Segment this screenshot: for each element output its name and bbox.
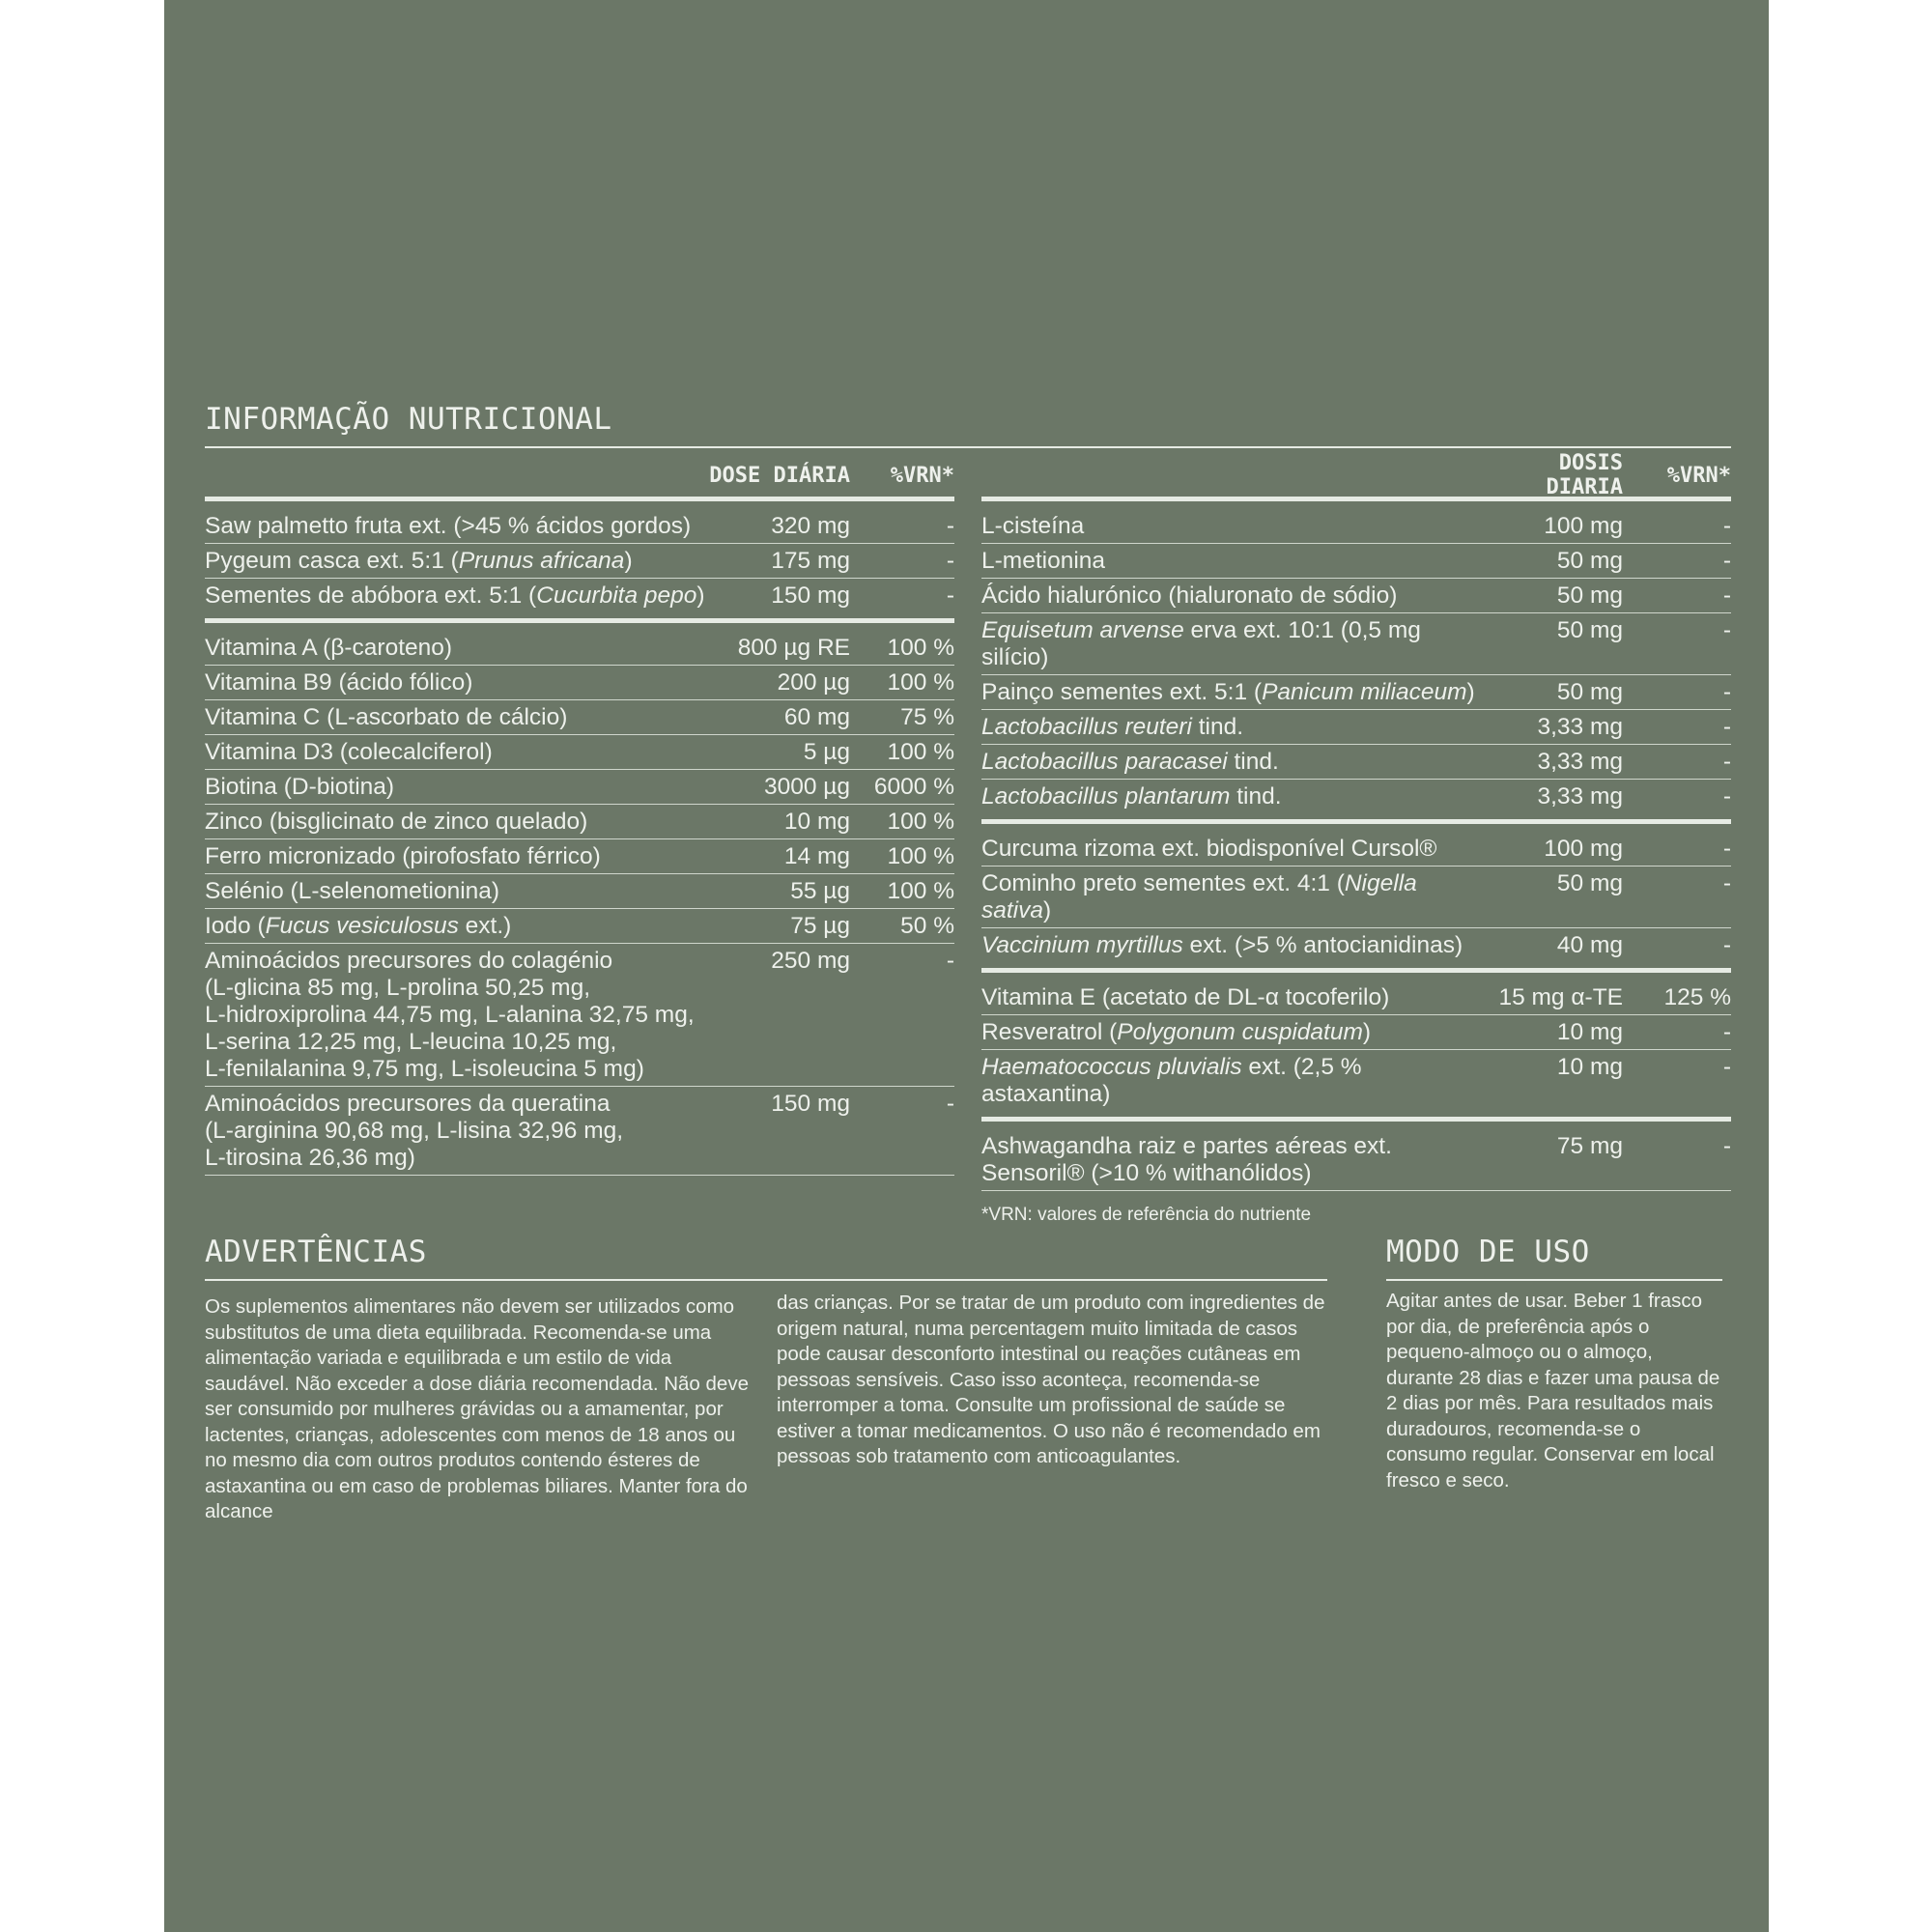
nutrient-amount: 250 mg [771, 948, 850, 974]
nutrient-name: Haematococcus pluvialis ext. (2,5 % astaxantina) [981, 1054, 1362, 1107]
nutrient-vrn: 50 % [900, 913, 954, 939]
nutrient-name: Vaccinium myrtillus ext. (>5 % antocianidinas) [981, 932, 1463, 958]
nutrient-vrn: - [1722, 932, 1731, 958]
nutrient-vrn: - [1722, 714, 1731, 740]
nutrient-amount: 75 mg [1556, 1133, 1623, 1159]
nutrient-name: Vitamina A (β-caroteno) [205, 635, 453, 661]
nutrient-name: Lactobacillus plantarum tind. [981, 783, 1282, 810]
nutrition-table-left [205, 454, 954, 1226]
table-row [981, 613, 1731, 675]
nutrient-vrn: - [1722, 783, 1731, 810]
nutrient-name: L-metionina [981, 548, 1106, 574]
nutrient-name: Saw palmetto fruta ext. (>45 % ácidos gordos) [205, 513, 692, 539]
nutrient-amount: 800 µg RE [737, 635, 850, 661]
table-row [981, 675, 1731, 710]
nutrient-amount: 3000 µg [763, 774, 850, 800]
nutrient-name: Zinco (bisglicinato de zinco quelado) [205, 809, 588, 835]
nutrient-vrn: - [946, 1091, 954, 1117]
nutrient-group [981, 1122, 1731, 1197]
table-row [205, 700, 954, 735]
table-row [981, 509, 1731, 544]
nutrient-vrn: - [946, 948, 954, 974]
nutrient-vrn: 6000 % [873, 774, 954, 800]
table-row [981, 710, 1731, 745]
nutrient-vrn: - [1722, 548, 1731, 574]
usage-text: Agitar antes de usar. Beber 1 frasco por dia, de preferência após o pequeno-almoço ou o almoço, durante 28 dias e fazer uma pausa de 2 dias por mês. Para resultados mais duradouros, recomenda-se o consumo regular. Conservar em local fresco e seco. [1386, 1290, 1720, 1492]
nutrient-name: Aminoácidos precursores da queratina (L-arginina 90,68 mg, L-lisina 32,96 mg, L-tirosina 26,36 mg) [205, 1091, 624, 1171]
vrn-footnote: *VRN: valores de referência do nutriente [981, 1205, 1312, 1225]
nutrient-amount: 50 mg [1556, 582, 1623, 609]
table-row [981, 1050, 1731, 1111]
nutrition-section [205, 402, 1731, 1226]
nutrient-vrn: - [1722, 679, 1731, 705]
table-row [981, 1129, 1731, 1191]
nutrient-name: Iodo (Fucus vesiculosus ext.) [205, 913, 512, 939]
table-row [205, 770, 954, 805]
nutrient-amount: 150 mg [771, 1091, 850, 1117]
nutrient-name: Equisetum arvense erva ext. 10:1 (0,5 mg silício) [981, 617, 1421, 670]
table-row [981, 980, 1731, 1015]
table-row [205, 874, 954, 909]
nutrient-vrn: - [946, 582, 954, 609]
table-row [981, 928, 1731, 962]
nutrient-amount: 50 mg [1556, 548, 1623, 574]
nutrient-vrn: - [1722, 749, 1731, 775]
nutrient-name: Vitamina E (acetato de DL-α tocoferilo) [981, 984, 1390, 1010]
nutrition-columns [205, 451, 1731, 1226]
nutrient-amount: 50 mg [1556, 870, 1623, 896]
nutrient-name: Curcuma rizoma ext. biodisponível Cursol® [981, 836, 1437, 862]
nutrient-vrn: 75 % [900, 704, 954, 730]
nutrient-name: Sementes de abóbora ext. 5:1 (Cucurbita pepo) [205, 582, 705, 609]
nutrient-name: Ácido hialurónico (hialuronato de sódio) [981, 582, 1398, 609]
nutrition-title: INFORMAÇÃO NUTRICIONAL [205, 402, 612, 437]
nutrient-name: Lactobacillus reuteri tind. [981, 714, 1244, 740]
nutrient-amount: 100 mg [1544, 513, 1623, 539]
nutrient-group [981, 824, 1731, 968]
nutrient-vrn: - [1722, 870, 1731, 896]
nutrient-amount: 10 mg [783, 809, 850, 835]
nutrient-amount: 50 mg [1556, 679, 1623, 705]
warnings-text-2: das crianças. Por se tratar de um produto com ingredientes de origem natural, numa percentagem muito limitada de casos pode causar desconforto intestinal ou reações cutâneas em pessoas sensíveis. Caso isso aconteça, recomenda-se interromper a toma. Consulte um profissional de saúde se estiver a tomar medicamentos. O uso não é recomendado em pessoas sob tratamento com anticoagulantes. [777, 1292, 1325, 1467]
nutrient-vrn: - [1722, 1054, 1731, 1080]
nutrition-table-right [981, 451, 1731, 1226]
nutrient-amount: 10 mg [1556, 1054, 1623, 1080]
nutrient-amount: 50 mg [1556, 617, 1623, 643]
nutrient-amount: 10 mg [1556, 1019, 1623, 1045]
table-row [205, 1087, 954, 1176]
nutrient-name: Pygeum casca ext. 5:1 (Prunus africana) [205, 548, 633, 574]
nutrient-amount: 5 µg [803, 739, 850, 765]
nutrient-name: Cominho preto sementes ext. 4:1 (Nigella sativa) [981, 870, 1417, 923]
nutrient-name: Vitamina D3 (colecalciferol) [205, 739, 493, 765]
title-rule [205, 446, 1731, 448]
header-dose: DOSE DIÁRIA [709, 463, 850, 488]
nutrient-name: L-cisteína [981, 513, 1085, 539]
nutrient-amount: 100 mg [1544, 836, 1623, 862]
nutrient-vrn: - [1722, 582, 1731, 609]
nutrient-vrn: - [1722, 513, 1731, 539]
table-row [205, 544, 954, 579]
nutrient-vrn: 100 % [887, 739, 954, 765]
nutrient-name: Selénio (L-selenometionina) [205, 878, 500, 904]
table-row [205, 909, 954, 944]
table-row [981, 544, 1731, 579]
nutrient-amount: 3,33 mg [1537, 714, 1623, 740]
warnings-section [205, 1235, 1327, 1525]
table-row [981, 745, 1731, 780]
nutrient-group [981, 973, 1731, 1117]
table-row [205, 944, 954, 1087]
header-vrn: %VRN* [1666, 463, 1731, 488]
table-row [205, 839, 954, 874]
nutrient-vrn: - [946, 513, 954, 539]
nutrient-amount: 15 mg α-TE [1498, 984, 1623, 1010]
nutrient-group [205, 623, 954, 1181]
nutrient-amount: 3,33 mg [1537, 749, 1623, 775]
usage-section [1386, 1235, 1722, 1493]
nutrient-name: Ashwagandha raiz e partes aéreas ext. Sensoril® (>10 % withanólidos) [981, 1133, 1392, 1186]
table-row [981, 1015, 1731, 1050]
nutrient-vrn: - [1722, 836, 1731, 862]
table-header-right [981, 451, 1731, 499]
warnings-text-1: Os suplementos alimentares não devem ser utilizados como substitutos de uma dieta equilibrada. Recomenda-se uma alimentação variada e equilibrada e um estilo de vida saudável. Não exceder a dose diária recomendada. Não deve ser consumido por mulheres grávidas ou a amamentar, por lactentes, crianças, adolescentes com menos de 18 anos ou no mesmo dia com outros produtos contendo ésteres de astaxantina ou em caso de problemas biliares. Manter fora do alcance [205, 1295, 749, 1522]
nutrient-amount: 3,33 mg [1537, 783, 1623, 810]
nutrient-amount: 200 µg [777, 669, 850, 696]
nutrient-name: Vitamina C (L-ascorbato de cálcio) [205, 704, 568, 730]
nutrient-vrn: 125 % [1663, 984, 1731, 1010]
table-row [205, 735, 954, 770]
table-row [981, 579, 1731, 613]
warnings-columns [205, 1293, 1327, 1525]
nutrient-vrn: - [1722, 1133, 1731, 1159]
nutrient-amount: 150 mg [771, 582, 850, 609]
warnings-title: ADVERTÊNCIAS [205, 1235, 427, 1269]
warnings-rule [205, 1279, 1327, 1281]
nutrient-amount: 320 mg [771, 513, 850, 539]
table-row [981, 832, 1731, 867]
nutrient-group [205, 501, 954, 618]
nutrient-amount: 55 µg [790, 878, 850, 904]
nutrient-name: Biotina (D-biotina) [205, 774, 395, 800]
nutrient-name: Painço sementes ext. 5:1 (Panicum miliaceum) [981, 679, 1475, 705]
header-dose: DOSIS DIARIA [1546, 451, 1623, 499]
nutrient-vrn: 100 % [887, 669, 954, 696]
nutrient-vrn: 100 % [887, 878, 954, 904]
table-row [205, 631, 954, 666]
header-vrn: %VRN* [890, 463, 954, 488]
nutrient-name: Ferro micronizado (pirofosfato férrico) [205, 843, 601, 869]
table-header-left [205, 454, 954, 497]
nutrient-vrn: - [946, 548, 954, 574]
usage-title: MODO DE USO [1386, 1235, 1590, 1269]
label-panel [164, 0, 1769, 1932]
nutrient-amount: 14 mg [783, 843, 850, 869]
nutrient-name: Vitamina B9 (ácido fólico) [205, 669, 473, 696]
nutrient-vrn: - [1722, 1019, 1731, 1045]
nutrient-amount: 60 mg [783, 704, 850, 730]
table-row [981, 780, 1731, 813]
nutrient-name: Lactobacillus paracasei tind. [981, 749, 1279, 775]
nutrient-name: Aminoácidos precursores do colagénio (L-glicina 85 mg, L-prolina 50,25 mg, L-hidroxiprolina 44,75 mg, L-alanina 32,75 mg, L-serina 12,25 mg, L-leucina 10,25 mg, L-fenilalanina 9,75 mg, L-isoleucina 5 mg) [205, 948, 695, 1082]
nutrient-vrn: - [1722, 617, 1731, 643]
usage-rule [1386, 1279, 1722, 1281]
nutrient-vrn: 100 % [887, 809, 954, 835]
nutrient-amount: 40 mg [1556, 932, 1623, 958]
table-row [981, 867, 1731, 928]
nutrient-group [981, 501, 1731, 819]
table-row [205, 509, 954, 544]
nutrient-amount: 175 mg [771, 548, 850, 574]
table-row [205, 805, 954, 839]
table-row [205, 666, 954, 700]
table-row [205, 579, 954, 612]
nutrient-vrn: 100 % [887, 635, 954, 661]
nutrient-vrn: 100 % [887, 843, 954, 869]
nutrient-name: Resveratrol (Polygonum cuspidatum) [981, 1019, 1372, 1045]
nutrient-amount: 75 µg [790, 913, 850, 939]
